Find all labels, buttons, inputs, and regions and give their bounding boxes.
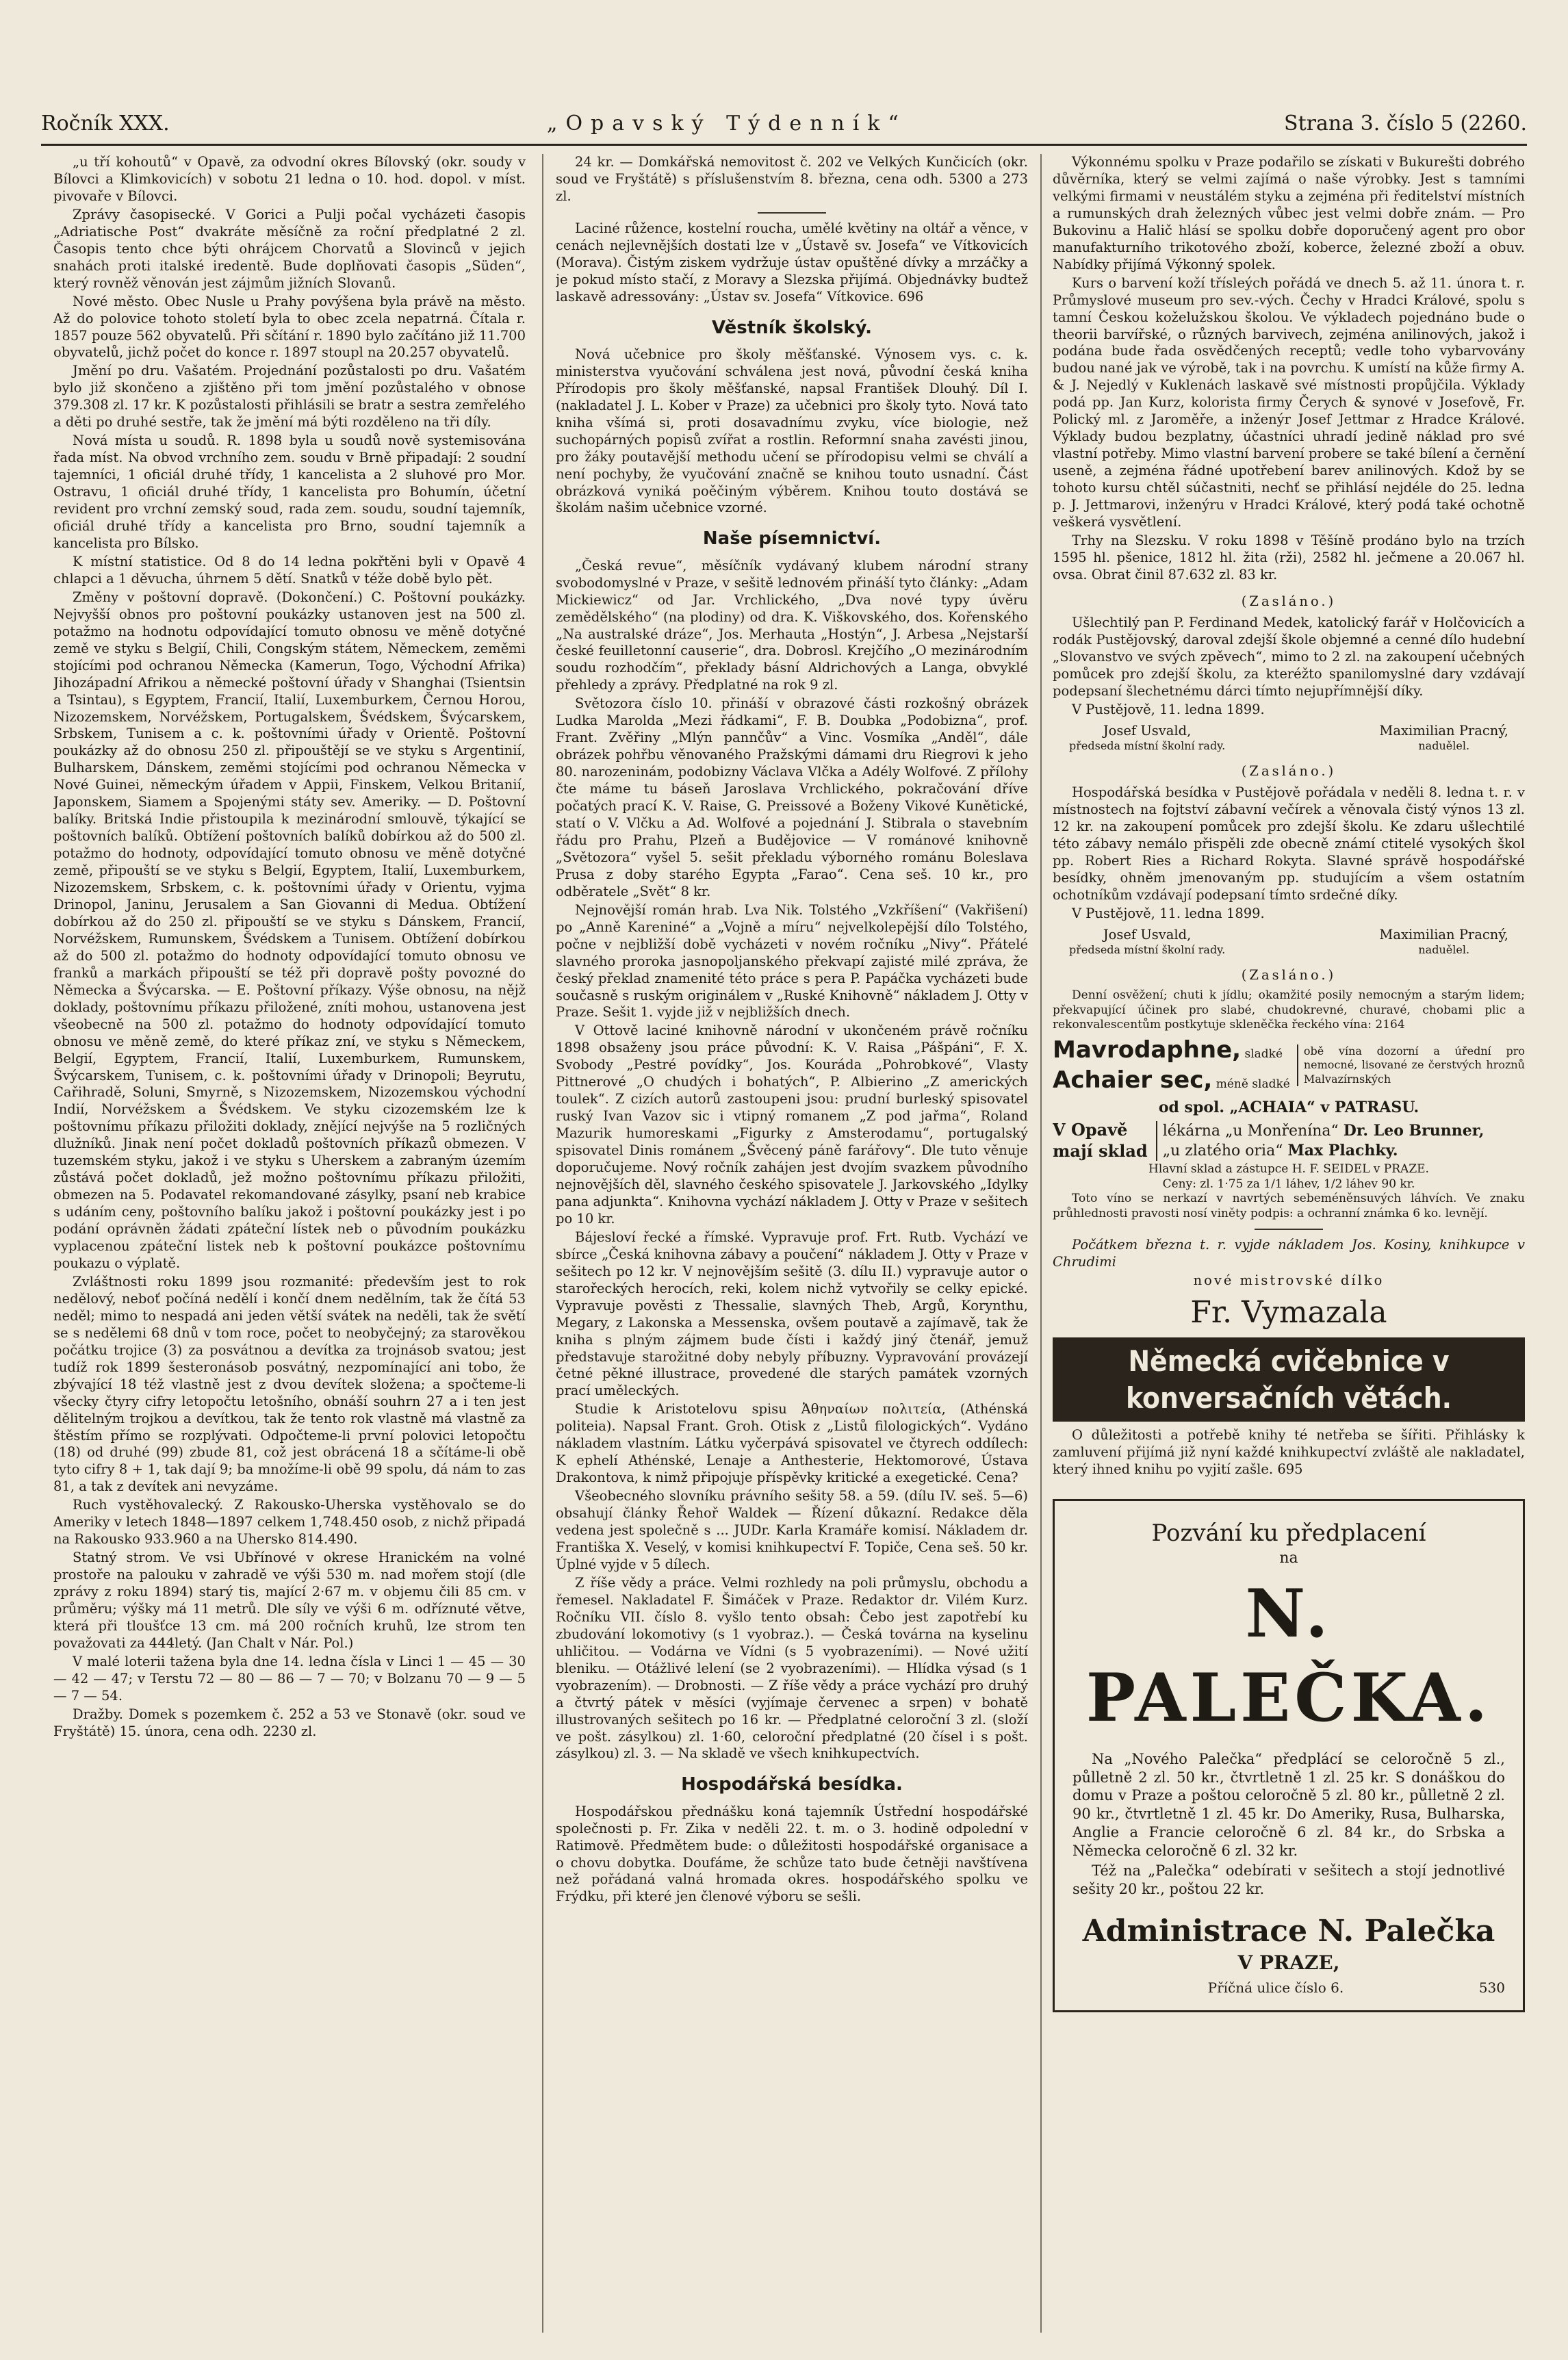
- article: Nová místa u soudů. R. 1898 byla u soudů nově systemisována řada míst. Na obvod vrchního zem. soudu v Brně připadají: 2 soudní tajemníci, 1 oficiál druhé třídy, 1 kancelista a 2 sluhové pro Mor. Ostravu, 1 oficiál druhé třídy, 1 kancelista pro Bohumín, účetní revident pro vrchní zemský soud, rada zem. soudu, soudní tajemník, oficiál druhé třídy a kancelista pro Brno, soudní tajemník a kancelista pro Bílsko.: [53, 433, 526, 551]
- vymazal-title: Německá cvičebnice v konversačních větách.: [1053, 1337, 1525, 1422]
- wine-intro: Denní osvěžení; chuti k jídlu; okamžité posily nemocným a starým lidem; překvapující účinek pro slabé, chudokrevné, churavé, chobami plic a rekonvalescentům postkytuje skleněčka řeckého vína: 2164: [1053, 988, 1525, 1032]
- signature-left: [1069, 927, 1225, 958]
- signature-name: Josef Usvald,: [1103, 722, 1192, 739]
- article: K místní statistice. Od 8 do 14 ledna pokřtěni byli v Opavě 4 chlapci a 1 děvucha, úhrnem 5 dětí. Snatků v téže době bylo pět.: [53, 553, 526, 587]
- signature-role: naduělel.: [1418, 739, 1470, 753]
- palecka-admin: Administrace N. Palečka: [1082, 1913, 1495, 1949]
- article: Bájesloví řecké a římské. Vypravuje prof. Frt. Rutb. Vychází ve sbírce „Česká knihovna zábavy a poučení“ nákladem J. Otty v Praze v sešitech po 12 kr. V nejnovějším sešitě (3. dílu II.) vypravuje autor o starořeckých herocích, reki, kolem nichž vytvořily se celky epické. Vypravuje pověsti z Thessalie, slavných Theb, Argů, Korynthu, Megary, z Lakonska a Messenska, ovšem poutavě a zajímavě, tak že kniha s plným zájmem bude čísti i každý jiný čtenář, jemuž představuje starožitné doby nebyly příbuzny. Vypravování provázejí četné pěkné illustrace, provedené dle starých památek vzorných prací uměleckých.: [556, 1229, 1028, 1399]
- article: V Ottově laciné knihovně národní v ukončeném právě ročníku 1898 obsaženy jsou práce původní: K. V. Raisa „Pášpáni“, F. X. Svobody „Pestré povídky“, Jos. Kouráda „Pohrobkové“, Vlasty Pittnerové „O chudých i bohatých“, P. Albierino „Z amerických toulek“. Z cizích autorů zastoupeni jsou: prudní burleský spisovatel ruský Ivan Vazov sic i vtipný romanem „Z pod jařma“, Roland Mazurik humoreskami „Figurky z Amsterodamu“, portugalský spisovatel Dinis románem „Švěcený páně farářovy“. Dle tuto věnuje doporučujeme. Nový ročník zahájen jest dvojím svazkem původního nejnovějších děl, slavného českého spisovatele J. Jarkovského „Idylky pana adjunkta“. Knihovna vychází nákladem J. Otty v Praze v sešitech po 10 kr.: [556, 1023, 1028, 1227]
- vymazal-advertisement: [1053, 1237, 1525, 1479]
- palecka-advertisement: [1053, 1499, 1525, 2012]
- signature-right: [1379, 927, 1508, 958]
- signature-name: Maximilian Pracný,: [1379, 926, 1508, 942]
- palecka-text: Též na „Palečka“ odebírati v sešitech a stojí jednotlivé sešity 20 kr., poštou 22 kr.: [1072, 1862, 1505, 1897]
- signatures: [1053, 723, 1525, 754]
- article: Všeobecného slovníku právního sešity 58. a 59. (dílu IV. seš. 5—6) obsahují články Řehoř Waldek — Řízení důkazní. Redakce děla vedena jest společně s ... JUDr. Karla Kramáře komisí. Nákladem dr. Františka X. Veselý, v komisi knihkupectví F. Topiče, Cena seš. 50 kr. Úplné vyjde v 5 dílech.: [556, 1488, 1028, 1572]
- article: Světozora číslo 10. přináší v obrazové části rozkošný obrázek Ludka Marolda „Mezi řádkami“, F. B. Doubka „Podobizna“, prof. Frant. Zvěřiny „Mlýn pannčův“ a Vinc. Vosmíka „Anděl“, dále obrázek pohřbu věnovaného Pražskými dámami dru Riegrovi k jeho 80. narozeninám, podobizny Václava Vlčka a Adély Wolfové. Z přílohy čte máme tu báseň Jaroslava Vrchlického, pokračování dříve počatých prací K. V. Raise, G. Preissové a Boženy Vikové Kunětické, statí o V. Vlčku a Ad. Wolfové a pojednání J. Stibrala o stavebním řádu pro Prahu, Plzeň a Budějovice — V románové knihovně „Světozora“ vyšel 5. sešit překladu výborného románu Boleslava Prusa z doby starého Egypta „Farao“. Cena seš. 10 kr., pro odběratele „Svět“ 8 kr.: [556, 695, 1028, 899]
- wine-note: Toto víno se nerkazí v navrtých sebeméněnsuvých láhvích. Ve znaku průhlednosti pravosti nosí viněty podpis: a ochranní známka 6 ko. levnějí.: [1053, 1192, 1525, 1220]
- palecka-title: N. PALEČKA.: [1085, 1574, 1492, 1736]
- article: Kurs o barvení koží třísleých pořádá ve dnech 5. až 11. února t. r. Průmyslové museum pro sev.-vých. Čechy v Hradci Králové, spolu s tamní Českou koželužskou školou. Ve výkladech pojednáno bude o theorii barvířské, o různých barvivech, zejména anilinových, jakož i podána bude řada osvědčených receptů; vedle toho vybarvovány budou nané jak ve výrobě, tak i na povrchu. K umístí na kůže firmy A. & J. Nejedlý v Kuklenách laskavě své místnosti propůjčila. Výklady podá pp. Jan Kurz, kolorista firmy Čerych & synové v Josefově, Fr. Polický ml. z Jaroměře, a inženýr Josef Jettmar z Hradce Králové. Výklady budou bezplatny, účastníci uhradí jedině náklad pro své vlastní potřeby. Mimo vlastní barvení probere se také bílení a černění useně, a zejména řádné upotřebení barev anilinových. Kdož by se tohoto kursu chtěl súčastniti, nechť se přihlásí nejdéle do 25. ledna p. J. Jettmarovi, inženýru v Hradci Králové, který podá také ochotně veškerá vysvětlení.: [1053, 274, 1525, 530]
- wine-pharmacies: [1053, 1120, 1525, 1162]
- article: „Česká revue“, měsíčník vydávaný klubem národní strany svobodomyslné v Praze, v sešitě lednovém přináší tyto články: „Adam Mickiewicz“ od Jar. Vrchlického, „Dva nové typy úvěru zemědělského“ (na plodiny) od dra. K. Viškovského, dos. Kořenského „Na australské dráze“, Jos. Merhauta „Hostýn“, J. Arbesa „Nejstarší české feuilletonní causerie“, dra. Dobrosl. Krejčího „O mezinárodním soudu rozhodčím“, překlady básní Aldrichových a Langa, obvyklé přehledy a zprávy. Předplatné na rok 9 zl.: [556, 557, 1028, 693]
- wine-brand-name: Mavrodaphne,: [1053, 1036, 1242, 1064]
- wine-main-store: Hlavní sklad a zástupce H. F. SEIDEL v PRAZE.: [1148, 1162, 1429, 1176]
- column-2: [556, 154, 1028, 2333]
- article: Statný strom. Ve vsi Ubřínové v okrese Hranickém na volné prostoře na palouku v zahradě ve výši 530 m. nad mořem stojí (dle zprávy z roku 1894) starý tis, mající 2·67 m. v objemu čili 85 cm. v průměru; výšky má 11 metrů. Dle síly ve výši 6 m. odříznuté větve, která při tloušťce 13 cm. má 200 ročních kruhů, lze strom ten považovati za 444letý. (Jan Chalt v Nár. Pol.): [53, 1550, 526, 1651]
- wine-prices: Ceny: zl. 1·75 za 1/1 láhev, 1/2 láhev 90 kr.: [1162, 1177, 1415, 1191]
- pharmacy-name: „u zlatého oria“: [1162, 1142, 1283, 1160]
- wine-brand-note: méně sladké: [1216, 1077, 1290, 1091]
- palecka-address: Příčná ulice číslo 6.: [1207, 1979, 1344, 1996]
- vymazal-description: O důležitosti a potřebě knihy té netřeba se šířiti. Přihlásky k zamluvení přijímá již nyní každé knihkupectví zvláště ale nakladatel, který ihned knihu po vyjití zašle. 695: [1053, 1427, 1525, 1478]
- signature-role: předseda místní školní rady.: [1069, 739, 1226, 753]
- article: Zprávy časopisecké. V Gorici a Pulji počal vycházeti časopis „Adriatische Post“ dvakráte měsíčně za roční předplatné 2 zl. Časopis tento chce býti ohrájcem Chorvatů a Slovinců v jejich snahách proti italské iredentě. Bude doplňovati časopis „Süden“, který rovněž věnován jest zájmům jižních Slovanů.: [53, 206, 526, 291]
- article: V malé loterii tažena byla dne 14. ledna čísla v Linci 1 — 45 — 30 — 42 — 47; v Terstu 72 — 80 — 86 — 7 — 70; v Bolzanu 70 — 9 — 5 — 7 — 54.: [53, 1653, 526, 1704]
- masthead: [41, 103, 1527, 146]
- palecka-na: na: [1279, 1549, 1298, 1567]
- zaslano-place: V Pustějově, 11. ledna 1899.: [1072, 905, 1265, 921]
- newspaper-title: „Opavský Týdenník“: [546, 111, 907, 136]
- palecka-city: V PRAZE,: [1237, 1951, 1340, 1975]
- zaslano-text: Ušlechtilý pan P. Ferdinand Medek, katolický farář v Holčovicích a rodák Pustějovský, daroval zdejší škole objemné a cenné dílo hudební „Slovanstvo ve svých zpěvech“, mimo to 2 zl. na zakoupení učebných pomůcek pro zdejší školu, za kteréžto spanilomyslné dary vzdávají podepsaní šlechetnému dárci tímto nejupřímnější díky.: [1053, 614, 1525, 699]
- article: Nové město. Obec Nusle u Prahy povýšena byla právě na město. Až do polovice tohoto století byla to obec zcela nepatrná. Čítala r. 1857 pouze 562 obyvatelů. Při sčítání r. 1890 bylo začítáno již 11.700 obyvatelů, jichž počet do konce r. 1897 stoupl na 20.257 obyvatelů.: [53, 293, 526, 361]
- signature-left: [1069, 723, 1225, 754]
- article: Výkonnému spolku v Praze podařilo se získati v Bukurešti dobrého důvěrníka, který se velmi zajímá o naše výrobky. Jest s tamními velkými firmami v neustálém styku a zejména při ředitelství místních a rumunských drah železných vůbec jest velmi dobře znám. — Pro Bukovinu a Halič hlásí se spolku dobře doporučený agent pro obor manufakturního trikotového zboží, koberce, železné zboží a obuv. Nabídky přijímá Výkonný spolek.: [1053, 154, 1525, 272]
- article: Jmění po dru. Vašatém. Projednání pozůstalosti po dru. Vašatém bylo již skončeno a zjištěno při tom jmění pozůstalého v obnose 379.308 zl. 17 kr. K pozůstalosti přihlásili se bratr a sestra zemřelého a děti po druhé sestře, tak že jmění má býti rozděleno na tři díly.: [53, 363, 526, 431]
- volume-label: Ročník XXX.: [41, 111, 170, 136]
- pharmacy-name: lékárna „u Monřenína“: [1162, 1122, 1339, 1140]
- divider: [1255, 1229, 1323, 1230]
- zaslano-label: (Zasláno.): [1241, 593, 1337, 609]
- article: 24 kr. — Domkářská nemovitost č. 202 ve Velkých Kunčicích (okr. soud ve Fryštátě) s příslušenstvím 8. března, cena odh. 5300 a 273 zl.: [556, 154, 1028, 204]
- zaslano-label: (Zasláno.): [1241, 966, 1337, 983]
- wine-brand-name: Achaier sec,: [1053, 1066, 1213, 1094]
- article: Dražby. Domek s pozemkem č. 252 a 53 ve Stonavě (okr. soud ve Fryštátě) 15. února, cena odh. 2230 zl.: [53, 1706, 526, 1739]
- article: Studie k Aristotelovu spisu Ἀθηναίων πολιτεία, (Athénská politeia). Napsal Frant. Groh. Otisk z „Listů filologických“. Vydáno nákladem vlastním. Látku vyčerpává spisovatel ve čtyrech oddílech: K ephelí Athénské, Lenaje a Anthesterie, Hektomorové, Ústava Drakontova, k nimž připojuje příspěvky kritické a exegetické. Cena?: [556, 1401, 1028, 1486]
- article: „u tří kohoutů“ v Opavě, za odvodní okres Bílovský (okr. soudy v Bílovci a Klimkovicích) v sobotu 21 ledna o 10. hod. dopol. v míst. pivovaře v Bílovci.: [53, 154, 526, 204]
- zaslano-label: (Zasláno.): [1241, 762, 1337, 779]
- wine-company: od spol. „ACHAIA“ v PATRASU.: [1158, 1099, 1419, 1117]
- signature-name: Josef Usvald,: [1103, 926, 1192, 942]
- palecka-text: Na „Nového Palečka“ předplácí se celoročně 5 zl., půlletně 2 zl. 50 kr., čtvrtletně 1 zl. 25 kr. S donáškou do domu v Praze a poštou celoročně 5 zl. 80 kr., půlletně 2 zl. 90 kr., čtvrtletně 1 zl. 45 kr. Do Ameriky, Rusa, Bulharska, Anglie a Francie celoročně 6 zl. 84 kr., do Srbska a Německa celoročně 6 zl. 32 kr.: [1072, 1750, 1505, 1860]
- article: Z říše vědy a práce. Velmi rozhledy na poli průmyslu, obchodu a řemesel. Nakladatel F. Šimáček v Praze. Redaktor dr. Vilém Kurz. Ročníku VII. číslo 8. vyšlo tento obsah: Čebo jest zapotřebí ku zbudování lokomotivy (s 1 vyobraz.). — Česká továrna na kyselinu uhličitou. — Vodárna ve Vídni (s 5 vyobrazeními). — Nové užití bleniku. — Otážlivé lelení (se 2 vyobrazeními). — Hlídka výsad (s 1 vyobrazením). — Drobnosti. — Z říše vědy a práce vychází pro druhý a čtvrtý pátek v měsíci (vyjímaje červenec a srpen) v bohatě illustrovaných sešitech po 16 kr. — Předplatné celoroční 3 zl. (složí ve pošt. zásylkou) zl. 1·60, celoroční předplatné (20 čísel i s pošt. zásylkou) zl. 3. — Na skladě ve všech knihkupectvích.: [556, 1574, 1028, 1762]
- section-heading: Věstník školský.: [711, 317, 873, 338]
- advertisement: Laciné růžence, kostelní roucha, umělé květiny na oltář a věnce, v cenách nejlevnějších dostati lze v „Ústavě sv. Josefa“ ve Vítkovicích (Morava). Čistým ziskem vydržuje ústav opuštěné dívky a mrzáčky a je pokud místo stačí, z Moravy a Slezska přijímá. Objednávky budtež laskavě adressovány: „Ústav sv. Josefa“ Vítkovice. 696: [556, 220, 1028, 305]
- wine-description: obě vína dozorní a úřední pro nemocné, lisované ze čerstvých hroznů Malvazírnských: [1297, 1044, 1525, 1086]
- zaslano-place: V Pustějově, 11. ledna 1899.: [1072, 701, 1265, 717]
- article: Změny v poštovní dopravě. (Dokončení.) C. Poštovní poukázky. Nejvyšší obnos pro poštovní poukázky ustanoven jest na 500 zl. potažmo na hodnotu odpovídající tomuto obnosu ve měně dotyčné země ve styku s Belgií, Chili, Congským státem, Německem, zeměmi stojícími pod ochranou Německa (Kamerun, Togo, Východní Afrika) Jihozápadní Afrikou a německé poštovní úřady v Shanghai (Tsientsin a Tsintau), s Egyptem, Francií, Italií, Luxemburkem, Černou Horou, Nizozemskem, Norvéžskem, Portugalskem, Švédskem, Švýcarskem, Srbskem, Tunisem a c. k. poštovními úřady v Orientě. Poštovní poukázky až do obnosu 250 zl. připouštějí se ve styku s Argentinií, Bulharskem, Dánskem, zeměmi stojícími pod ochranou Německa v Nové Guinei, německým úřadem v Appii, Finskem, Velkou Britanií, Japonskem, Siamem a Spojenými státy sev. Ameriky. — D. Poštovní balíky. Britská Indie přistoupila k mezinárodní smlouvě, týkající se poštovních balíků. Obtížení poštovních balíků dobírkou až do 500 zl. potažmo do hodnoty, odpovídající tomuto obnosu ve měně dotyčné země, připouští se ve styku s Belgií, Egyptem, Italií, Luxemburkem, Nizozemskem, Srbskem, c. k. poštovními úřady v Orientu, vyjma Drinopol, Janinu, Jerusalem a San Giovanni di Medua. Obtížení dobírkou až do 250 zl. připouští se ve styku s Dánskem, Francií, Norvéžskem, Rumunskem, Švédskem a Tunisem. Obtížení dobírkou až do 500 zl. potažmo do hodnoty odpovídající tomuto obnosu ve franků a markách připouští se též při dopravě pošty povozné do Německa a Švýcarska. — E. Poštovní příkazy. Výše obnosu, na nějž doklady, poštovnímu příkazu přiložené, zníti mohou, ustanovena jest všeobecně na 500 zl. potažmo do hodnoty odpovídající tomuto obnosu ve měně země, do které příkaz zní, ve styku s Německem, Belgií, Egyptem, Francií, Italií, Luxemburkem, Rumunskem, Švýcarskem, Tunisem, c. k. poštovními úřady v Drinopoli; Beyrutu, Cařihradě, Soluni, Smyrně, s Nizozemskem, Nizozemskou východní Indií, Norvéžskem a Švédskem. Ve styku cizozemském lze k poštovnímu příkazu přiložiti doklady, znějící nejvýše na 5 rozličných dlužníků. Jinak není počet dokladů poštovních příkazů obmezen. V tuzemském styku, jakož i ve styku s Uherskem a zabraným územím zůstává počet dokladů, jež možno poštovnímu příkazu přiložiti, obmezen na 5. Podavatel rekomandované zásylky, psaní neb krabice s udáním ceny, poštovního balíku jakož i poštovní poukázky jest i po podání oprávněn žádati zpáteční lístek neb o původním poukázku vyplacenou zpáteční listek neb k poštovní poukázce poštovnímu poukazu o výplatě.: [53, 589, 526, 1271]
- wine-store-label: mají sklad: [1053, 1141, 1148, 1162]
- signature-role: naduělel.: [1418, 943, 1470, 957]
- vymazal-author: Fr. Vymazala: [1190, 1294, 1387, 1330]
- section-heading: Hospodářská besídka.: [681, 1774, 903, 1795]
- signature-name: Maximilian Pracný,: [1379, 722, 1508, 739]
- divider: [758, 212, 826, 214]
- article: Nejnovější román hrab. Lva Nik. Tolstého „Vzkříšení“ (Vakřišení) po „Anně Kareniné“ a „Vojně a míru“ nejvelkolepější dílo Tolstého, počne v nejbližší době vycházeti v novém ročníku „Nivy“. Přátelé slavného proroka jasnopoljanského překvapí zajisté milé zpráva, že český překlad znamenité této práce s pera P. Papáčka vycházeti bude současně s ruským originálem v „Ruské Knihovně“ nákladem J. Otty v Praze. Sešit 1. vyjde již v nejbližších dnech.: [556, 901, 1028, 1021]
- wine-city: V Opavě: [1053, 1120, 1128, 1140]
- signature-role: předseda místní školní rady.: [1069, 943, 1226, 957]
- section-heading: Naše písemnictví.: [702, 528, 882, 550]
- vymazal-intro: Počátkem března t. r. vyjde nákladem Jos. Kosiny, knihkupce v Chrudimi: [1053, 1236, 1525, 1270]
- zaslano-text: Hospodářská besídka v Pustějově pořádala v neděli 8. ledna t. r. v místnostech na fojtství zábavní večírek a věnovala čistý výnos 13 zl. 12 kr. na zakoupení pomůcek pro zdejší školu. Ke zdaru ušlechtilé této zábavy nemálo přispěli zde obecně známí ctitelé vysokých škol pp. Robert Ries a Richard Rokyta. Slavné správě hospodářské besídky, ohněm jmenovaným pp. studujícím a všem ostatním ochotníkům vzdávají podepsaní tímto srdečné díky.: [1053, 784, 1525, 903]
- palecka-head: Pozvání ku předplacení: [1151, 1519, 1426, 1548]
- column-3: [1053, 154, 1525, 2333]
- column-rule-1: [542, 154, 543, 2333]
- page-number: Strana 3. číslo 5 (2260.: [1284, 111, 1527, 136]
- vymazal-subtitle: nové mistrovské dílko: [1193, 1272, 1385, 1288]
- wine-brand-note: sladké: [1244, 1047, 1283, 1062]
- article: Hospodářskou přednášku koná tajemník Ústřední hospodářské společnosti p. Fr. Zika v neděli 22. t. m. o 3. hodině odpolední v Ratimově. Předmětem bude: o důležitosti hospodářské organisace a o chovu dobytka. Doufáme, že schůze tato bude četněji navštívena než pořádaná valná hromada okres. hospodářského spolku ve Frýdku, při které jen členové výboru se sešli.: [556, 1803, 1028, 1905]
- wine-brands: [1053, 1036, 1525, 1095]
- article: Nová učebnice pro školy měšťanské. Výnosem vys. c. k. ministerstva vyučování schválena jest nová, původní česká kniha Přírodopis pro školy měšťanské, napsal František Dlouhý. Díl I. (nakladatel J. L. Kober v Praze) za učebnici pro školy tyto. Nová tato kniha všímá si, proti dosavadnímu zvyku, více biologie, než suchopárných popisů zvířat a rostlin. Reformní snaha zavésti jinou, pro žáky poutavější methodu učení se přírodopisu velmi se chválí a není pochyby, že vyučování značně se knihou touto usnadní. Část obrázková vyniká poěčiným výběrem. Knihou touto dostává se školám našim učebnice vzorné.: [556, 346, 1028, 516]
- palecka-num: 530: [1478, 1979, 1505, 1996]
- article: Trhy na Slezsku. V roku 1898 v Těšíně prodáno bylo na trzích 1595 hl. pšenice, 1812 hl. žita (rži), 2582 hl. ječmene a 20.067 hl. ovsa. Obrat činil 87.632 zl. 83 kr.: [1053, 532, 1525, 582]
- signatures: [1053, 927, 1525, 958]
- signature-right: [1379, 723, 1508, 754]
- article: Ruch vystěhovalecký. Z Rakousko-Uherska vystěhovalo se do Ameriky v letech 1848—1897 celkem 1,748.450 osob, z nichž připadá na Rakousko 933.960 a na Uhersko 814.490.: [53, 1497, 526, 1548]
- pharmacy-owner: Max Plachky.: [1287, 1142, 1398, 1160]
- pharmacy-owner: Dr. Leo Brunner,: [1343, 1121, 1485, 1140]
- article: Zvláštnosti roku 1899 jsou rozmanité: především jest to rok nedělový, neboť počíná nedělí i končí dnem nedělním, tak že čítá 53 neděl; mimo to nespadá ani jeden větší svátek na neděli, tak že světí se s nedělemi 68 dnů v tom roce, počet to neobyčejný; za starověkou počátku trojice (3) za posvátnou a devítka za trojnásob svatou; jest tudíž rok 1899 šesteronásob posvátný, nezpomínající ani tobo, že zbývající 18 též vlastně jest z dvou devítek složena; a spočteme-li všecky čtyry cifry letopočtu letošního, obnáší souhrn 27 a i ten jest dělitelným trojkou a devítkou, tak že tento rok vlastně má vlastně za štěstím přímo se rozplývati. Odpočteme-li první polovici letopočtu (18) od druhé (99) zbude 81, což jest obrácená 18 a sčítáme-li obě tyto cifry 8 + 1, tak dají 9; ba množíme-li obě 99 spolu, dá nám to zas 81, a tak z devítek ani nevyzáme.: [53, 1273, 526, 1495]
- wine-advertisement: [1053, 988, 1525, 1222]
- column-1: [53, 154, 526, 2333]
- column-rule-2: [1040, 154, 1042, 2333]
